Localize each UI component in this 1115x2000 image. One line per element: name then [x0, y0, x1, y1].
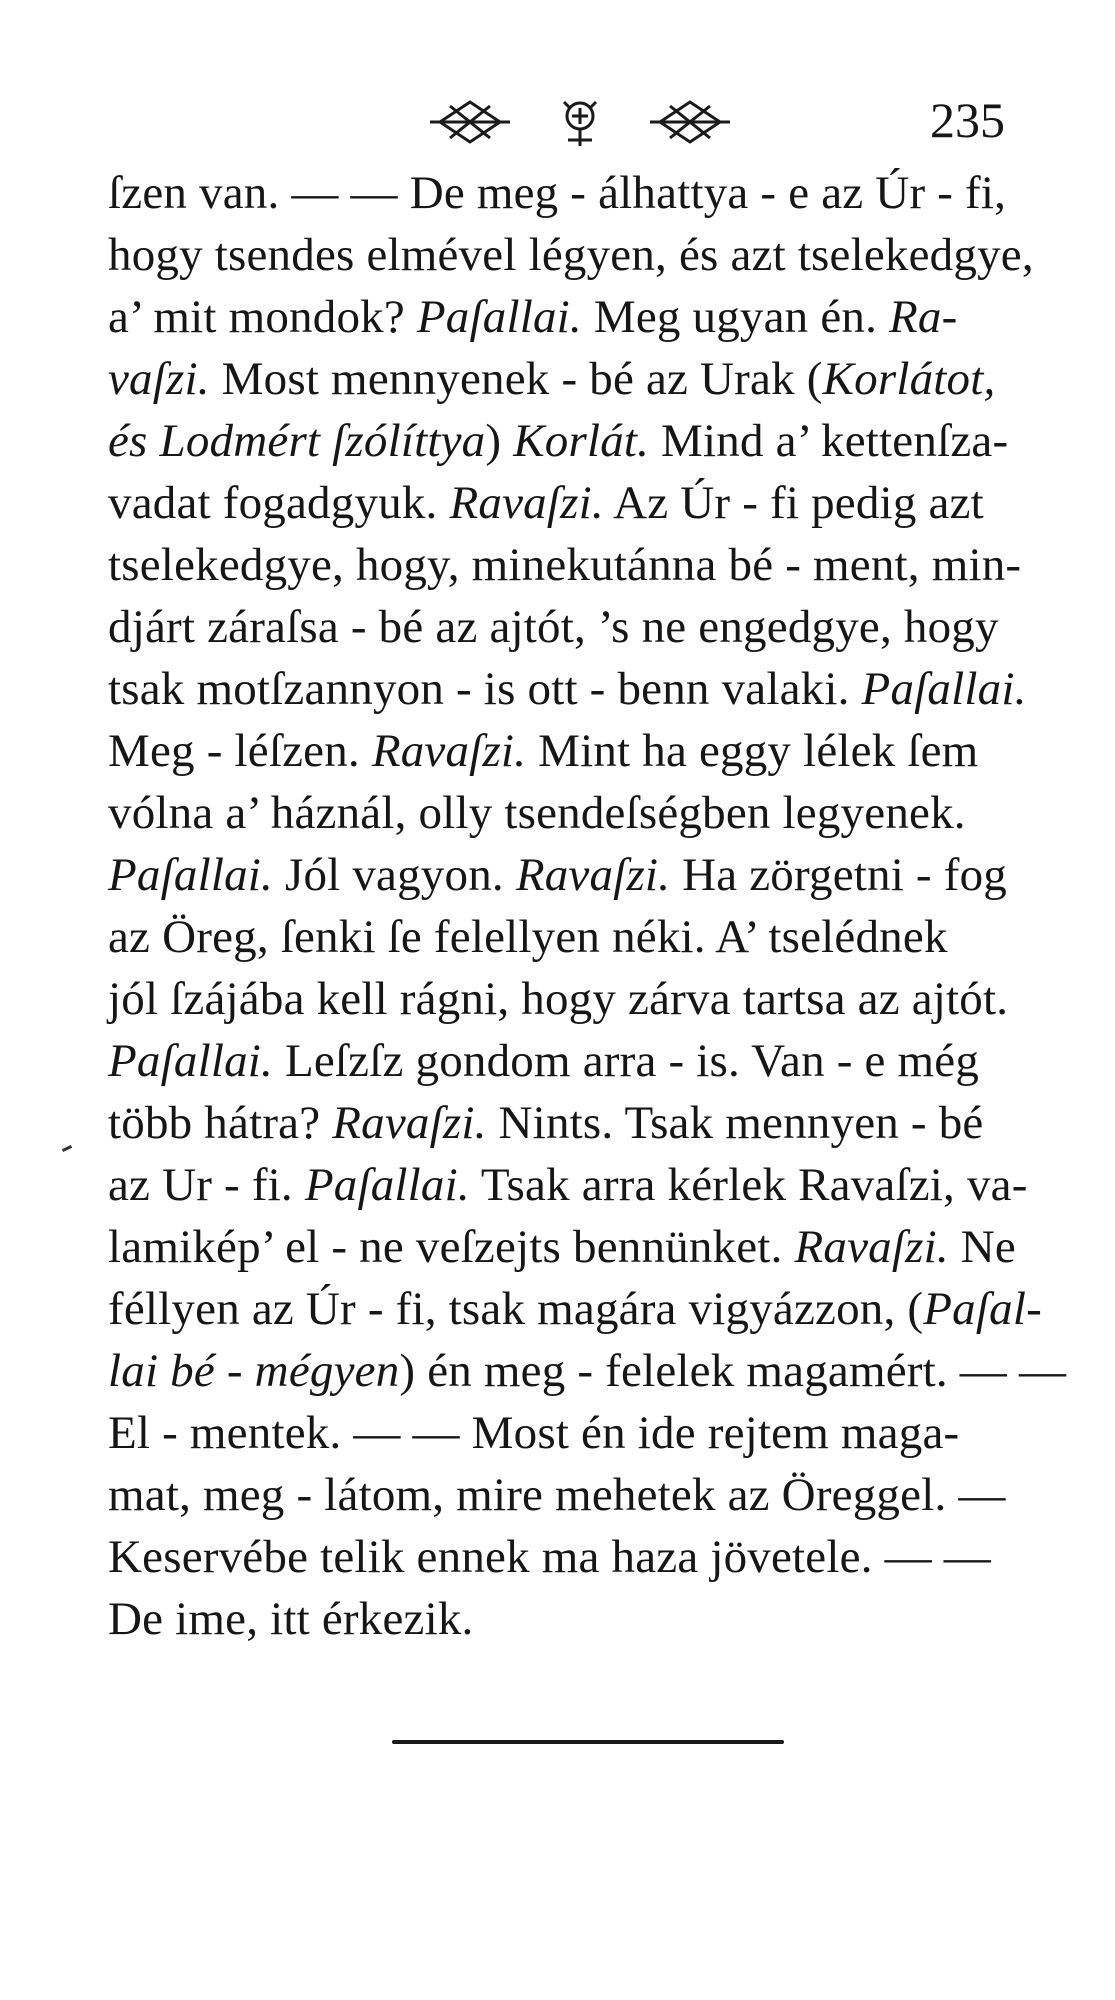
text-line: [108, 1154, 1048, 1216]
text-segment: ): [485, 415, 514, 467]
text-segment: djárt záraſsa - bé az ajtót, ’s ne engedgye, hogy: [108, 601, 999, 653]
text-segment: Meg - léſzen.: [108, 725, 372, 777]
italic-text-segment: vaſzi.: [108, 353, 210, 405]
italic-text-segment: Ra-: [889, 291, 958, 343]
text-segment: ) én meg - felelek magamért. — —: [399, 1345, 1067, 1397]
italic-text-segment: Ravaſzi.: [371, 725, 527, 777]
text-segment: Keservébe telik ennek ma haza jövetele. — —: [108, 1531, 991, 1583]
text-segment: De ime, itt érkezik.: [108, 1593, 474, 1645]
text-line: [108, 472, 1048, 534]
text-segment: Ha zörgetni - fog: [670, 849, 1007, 901]
text-segment: hogy tsendes elmével légyen, és azt tselekedgye,: [108, 229, 1034, 281]
text-segment: Jól vagyon.: [273, 849, 516, 901]
text-line: [108, 658, 1048, 720]
italic-text-segment: Paſallai.: [861, 663, 1027, 715]
text-line: [108, 1278, 1048, 1340]
text-line: [108, 844, 1048, 906]
text-line: [108, 1216, 1048, 1278]
margin-mark: [62, 1145, 72, 1152]
text-segment: vólna a’ háznál, olly tsendeſségben legyenek.: [108, 787, 966, 839]
text-segment: féllyen az Úr - fi, tsak magára vigyázzon, (: [108, 1283, 924, 1335]
italic-text-segment: Paſallai.: [304, 1159, 470, 1211]
text-segment: jól ſzájába kell rágni, hogy zárva tartsa az ajtót.: [108, 973, 1009, 1025]
text-line: [108, 1340, 1067, 1402]
text-line: [108, 1526, 1048, 1588]
text-line: [108, 1402, 1048, 1464]
italic-text-segment: Korlát.: [513, 415, 650, 467]
text-line: [108, 596, 1048, 658]
text-segment: tselekedgye, hogy, minekutánna bé - ment, min-: [108, 539, 1022, 591]
text-segment: a’ mit mondok?: [108, 291, 417, 343]
text-line: [108, 782, 1048, 844]
italic-text-segment: Ravaſzi.: [449, 477, 604, 529]
text-segment: az Ur - fi.: [108, 1159, 305, 1211]
text-segment: Ne: [948, 1221, 1016, 1273]
italic-text-segment: Paſallai.: [416, 291, 582, 343]
text-segment: Az Úr - fi pedig azt: [603, 477, 984, 529]
text-segment: több hátra?: [108, 1097, 333, 1149]
text-segment: mat, meg - látom, mire mehetek az Öreggel. —: [108, 1469, 1006, 1521]
text-segment: vadat fogadgyuk.: [108, 477, 450, 529]
text-segment: ſzen van. — — De meg - álhattya - e az Úr - fi,: [108, 167, 1007, 219]
text-segment: Tsak arra kérlek Ravaſzi, va-: [469, 1159, 1028, 1211]
text-segment: Mint ha eggy lélek ſem: [526, 725, 979, 777]
italic-text-segment: Ravaſzi.: [332, 1097, 487, 1149]
section-end-rule: [392, 1740, 784, 1744]
text-line: [108, 410, 1048, 472]
text-line: [108, 1092, 1048, 1154]
text-line: [108, 1030, 1048, 1092]
text-segment: Most mennyenek - bé az Urak (: [209, 353, 823, 405]
italic-text-segment: lai bé - mégyen: [108, 1345, 400, 1397]
body-text: [108, 162, 1067, 1650]
text-line: [108, 720, 1048, 782]
page-number: 235: [930, 92, 1005, 148]
italic-text-segment: Korlátot,: [822, 353, 996, 405]
italic-text-segment: Paſal-: [923, 1283, 1042, 1335]
italic-text-segment: Paſallai.: [108, 1035, 273, 1087]
text-segment: az Öreg, ſenki ſe felellyen néki. A’ tselédnek: [108, 911, 948, 963]
italic-text-segment: Ravaſzi.: [515, 849, 671, 901]
text-segment: Nints. Tsak mennyen - bé: [486, 1097, 984, 1149]
text-segment: Meg ugyan én.: [581, 291, 889, 343]
header-ornament-icon: [430, 92, 730, 152]
text-line: [108, 224, 1048, 286]
text-segment: Mind a’ kettenſza-: [649, 415, 1009, 467]
text-line: [108, 534, 1048, 596]
text-line: [108, 348, 1048, 410]
italic-text-segment: és Lodmért ſzólíttya: [108, 415, 486, 467]
text-segment: El - mentek. — — Most én ide rejtem maga-: [108, 1407, 960, 1459]
italic-text-segment: Paſallai.: [108, 849, 273, 901]
text-line: [108, 906, 1048, 968]
italic-text-segment: Ravaſzi.: [794, 1221, 949, 1273]
text-line: [108, 1588, 1048, 1650]
text-line: [108, 286, 1048, 348]
text-segment: lamikép’ el - ne veſzejts bennünket.: [108, 1221, 795, 1273]
text-line: [108, 162, 1048, 224]
text-segment: tsak motſzannyon - is ott - benn valaki.: [108, 663, 862, 715]
text-line: [108, 968, 1048, 1030]
text-line: [108, 1464, 1048, 1526]
text-segment: Leſzſz gondom arra - is. Van - e még: [273, 1035, 980, 1087]
